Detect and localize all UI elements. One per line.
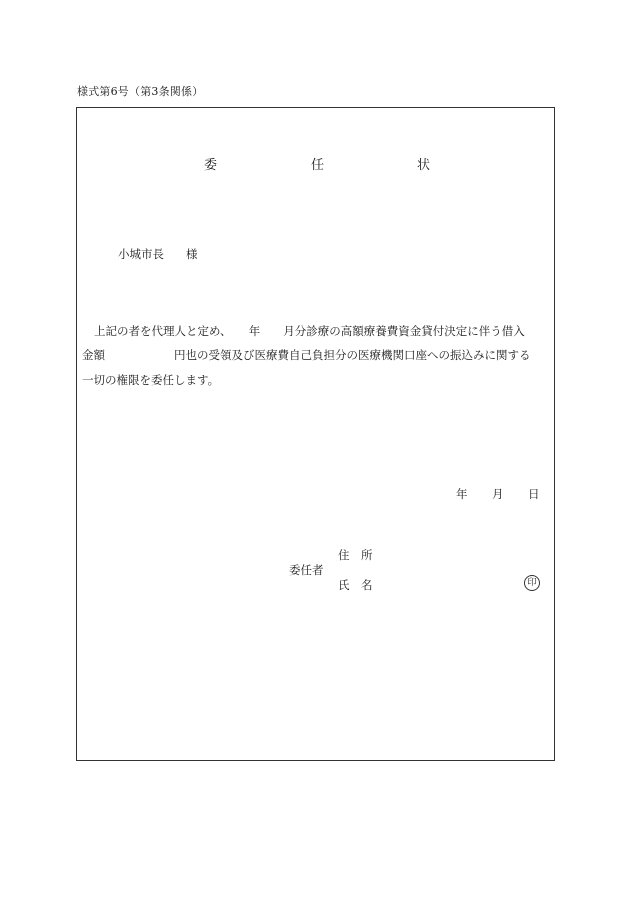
addressee (118, 246, 198, 262)
date-month-label: 月 (492, 487, 504, 501)
document-title-char-1: 委 (204, 158, 218, 173)
delegator-address-label: 住 所 (338, 548, 373, 562)
seal-mark-icon: 印 (524, 575, 540, 591)
addressee-honorific: 様 (186, 247, 198, 261)
addressee-name: 小城市長 (118, 247, 164, 261)
delegator-name-label: 氏 名 (338, 578, 373, 592)
body-text-line-3: 一切の権限を委任します。 (82, 373, 220, 387)
document-title-char-2: 任 (311, 158, 325, 173)
document-title-char-3: 状 (417, 158, 431, 173)
body-text-line-1: 上記の者を代理人と定め、 年 月分診療の高額療養費資金貸付決定に伴う借入 (94, 324, 525, 338)
body-text-line-2: 金額 円也の受領及び医療費自己負担分の医療機関口座への振込みに関する (82, 348, 531, 362)
date-year-label: 年 (456, 487, 468, 501)
delegator-role-label: 委任者 (289, 563, 324, 577)
form-number-label: 様式第6号（第3条関係） (77, 85, 204, 98)
date-day-label: 日 (528, 487, 540, 501)
document-frame (76, 107, 555, 761)
